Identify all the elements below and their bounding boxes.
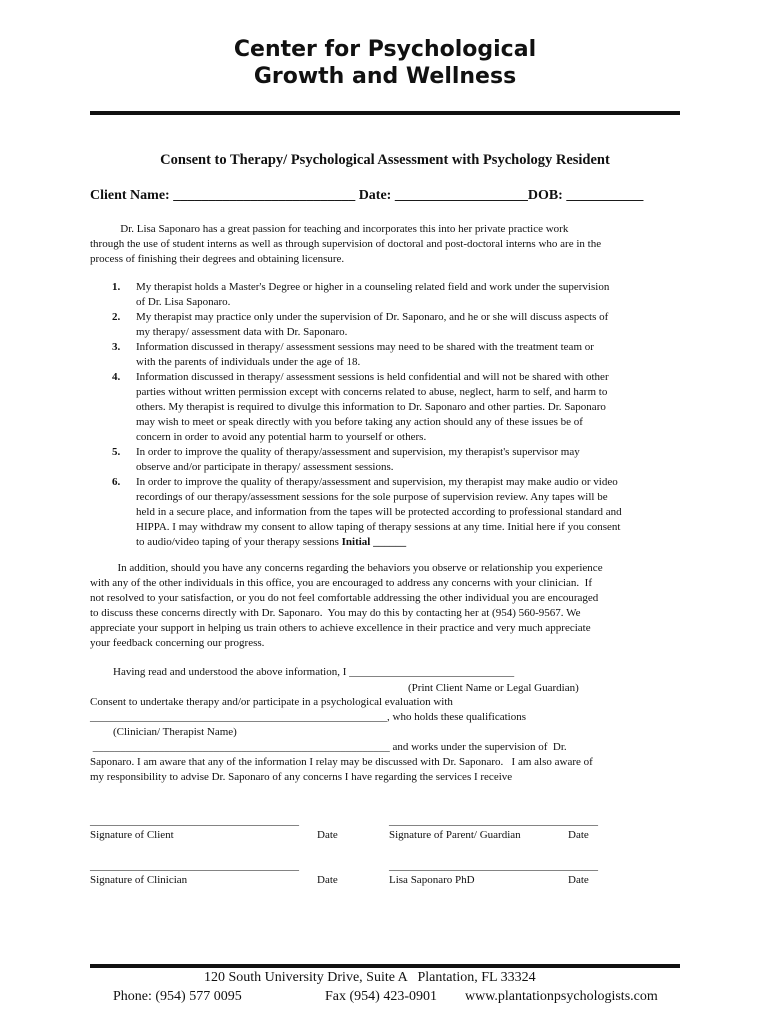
list-item-line: recordings of our therapy/assessment sessions for the sole purpose of supervision review. Any tapes will be xyxy=(136,491,608,503)
list-item-line: of Dr. Lisa Saponaro. xyxy=(136,296,231,308)
client-info-line: Client Name: __________________________ Date: ___________________DOB: ___________ xyxy=(90,188,644,203)
list-item xyxy=(90,475,700,550)
intro-paragraph xyxy=(90,222,690,267)
footer-fax: Fax (954) 423-0901 xyxy=(325,989,437,1004)
page-title xyxy=(90,36,680,90)
having-read-line[interactable]: Having read and understood the above information, I ______________________________ xyxy=(113,666,515,678)
clinician-name-caption: (Clinician/ Therapist Name) xyxy=(113,726,237,738)
supervisor-date-label: Date xyxy=(568,874,589,886)
title-line-2: Growth and Wellness xyxy=(253,64,517,89)
supervisor-name-label: Lisa Saponaro PhD xyxy=(389,874,475,886)
initial-field[interactable]: Initial ______ xyxy=(341,536,407,548)
concerns-line: to discuss these concerns directly with Dr. Saponaro. You may do this by contacting her at (954) 560-9567. We xyxy=(90,607,581,619)
supervisor-signature-blank[interactable]: ______________________________________ xyxy=(389,860,598,872)
list-item-line: concern in order to avoid any potential harm to yourself or others. xyxy=(136,431,427,443)
footer-address: 120 South University Drive, Suite A Plantation, FL 33324 xyxy=(204,970,536,985)
list-number: 5. xyxy=(112,446,121,458)
intro-line: process of finishing their degrees and obtaining licensure. xyxy=(90,253,345,265)
list-number: 2. xyxy=(112,311,121,323)
list-item xyxy=(90,370,700,445)
list-item-line: observe and/or participate in therapy/ assessment sessions. xyxy=(136,461,394,473)
concerns-line: not resolved to your satisfaction, or you do not feel comfortable addressing the other individual you are encouraged xyxy=(90,592,599,604)
list-item-line: parties without written permission except with concerns related to abuse, neglect, harm to self, and harm to xyxy=(136,386,608,398)
list-item-line: others. My therapist is required to divulge this information to Dr. Saponaro and other parties. Dr. Saponaro xyxy=(136,401,606,413)
footer-divider xyxy=(90,964,680,968)
list-item-line: Information discussed in therapy/ assessment sessions is held confidential and will not be shared with other xyxy=(136,371,609,383)
concerns-line: your feedback concerning our progress. xyxy=(90,637,265,649)
client-signature-blank[interactable]: ______________________________________ xyxy=(90,815,299,827)
consent-line: Consent to undertake therapy and/or participate in a psychological evaluation with xyxy=(90,696,453,708)
clinician-signature-label: Signature of Clinician xyxy=(90,874,188,886)
consent-list xyxy=(90,280,700,550)
list-number: 4. xyxy=(112,371,121,383)
list-item xyxy=(90,310,700,340)
footer-website[interactable]: www.plantationpsychologists.com xyxy=(465,989,658,1004)
taping-consent-text: to audio/video taping of your therapy sessions xyxy=(136,536,342,548)
list-item-line: may wish to meet or speak directly with you before taking any action should any of these issues be of xyxy=(136,416,583,428)
print-name-caption: (Print Client Name or Legal Guardian) xyxy=(408,682,579,694)
list-item xyxy=(90,445,700,475)
client-date-label: Date xyxy=(317,829,338,841)
clinician-signature-blank[interactable]: ______________________________________ xyxy=(90,860,299,872)
list-item-line: my therapy/ assessment data with Dr. Saponaro. xyxy=(136,326,348,338)
list-item-line: My therapist holds a Master's Degree or higher in a counseling related field and work under the supervision xyxy=(136,281,610,293)
list-item-line: HIPPA. I may withdraw my consent to allow taping of therapy sessions at any time. Initial here if you consent xyxy=(136,521,621,533)
intro-line: Dr. Lisa Saponaro has a great passion for teaching and incorporates this into her private practice work xyxy=(90,223,569,235)
intro-line: through the use of student interns as well as through supervision of doctoral and post-doctoral interns who are in the xyxy=(90,238,602,250)
concerns-paragraph xyxy=(90,561,690,651)
concerns-line: appreciate your support in helping us train others to achieve excellence in their practice and very much appreciate xyxy=(90,622,591,634)
list-item-line: My therapist may practice only under the supervision of Dr. Saponaro, and he or she will discuss aspects of xyxy=(136,311,609,323)
awareness-line: Saponaro. I am aware that any of the information I relay may be discussed with Dr. Saponaro. I am also aware of xyxy=(90,756,593,768)
concerns-line: with any of the other individuals in this office, you are encouraged to address any concerns with your clinician. If xyxy=(90,577,592,589)
clinician-date-label: Date xyxy=(317,874,338,886)
client-signature-label: Signature of Client xyxy=(90,829,174,841)
concerns-line: In addition, should you have any concerns regarding the behaviors you observe or relationship you experience xyxy=(90,562,603,574)
list-item-line xyxy=(136,535,700,550)
list-item xyxy=(90,280,700,310)
list-item-line: held in a secure place, and information from the tapes will be protected according to professional standard and xyxy=(136,506,622,518)
parent-signature-blank[interactable]: ______________________________________ xyxy=(389,815,598,827)
title-line-1: Center for Psychological xyxy=(233,37,537,62)
list-item-line: Information discussed in therapy/ assessment sessions may need to be shared with the treatment team or xyxy=(136,341,594,353)
supervision-line[interactable]: ______________________________________________________ and works under the supervision of Dr. xyxy=(90,741,567,753)
list-item-line: with the parents of individuals under the age of 18. xyxy=(136,356,361,368)
parent-signature-label: Signature of Parent/ Guardian xyxy=(389,829,521,841)
parent-date-label: Date xyxy=(568,829,589,841)
list-item-line: In order to improve the quality of therapy/assessment and supervision, my therapist may make audio or video xyxy=(136,476,618,488)
header-divider xyxy=(90,111,680,115)
clinician-qualifications-line[interactable]: ______________________________________________________, who holds these qualifications xyxy=(90,711,527,723)
awareness-line: my responsibility to advise Dr. Saponaro of any concerns I have regarding the services I receive xyxy=(90,771,513,783)
list-number: 6. xyxy=(112,476,121,488)
list-item xyxy=(90,340,700,370)
list-item-line: In order to improve the quality of therapy/assessment and supervision, my therapist's supervisor may xyxy=(136,446,580,458)
footer-phone: Phone: (954) 577 0095 xyxy=(113,989,242,1004)
form-title: Consent to Therapy/ Psychological Assessment with Psychology Resident xyxy=(160,152,610,168)
list-number: 3. xyxy=(112,341,121,353)
list-number: 1. xyxy=(112,281,121,293)
